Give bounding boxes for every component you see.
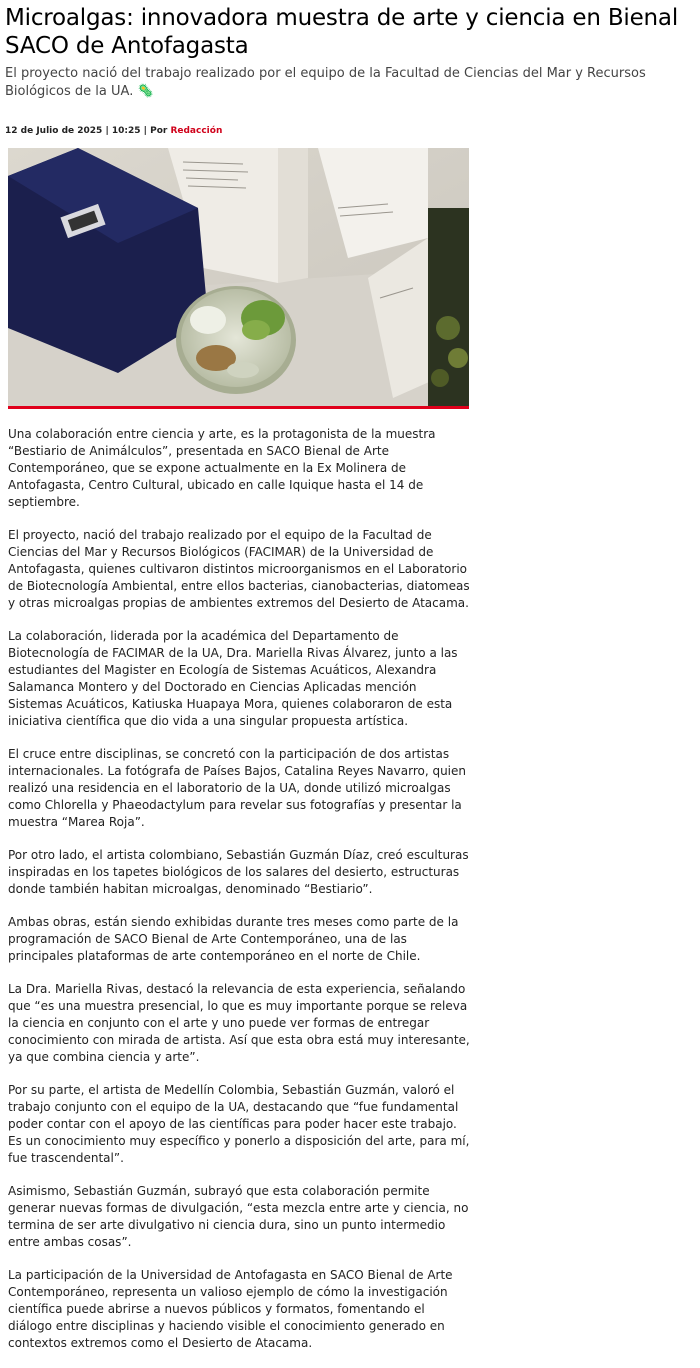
- article-paragraph: Asimismo, Sebastián Guzmán, subrayó que esta colaboración permite generar nuevas formas de divulgación, “esta mezcla entre arte y ciencia, no termina de ser arte divulgativo ni ciencia dura, sino un punto intermedio entre ambas cosas”.: [8, 1184, 469, 1249]
- article-paragraph: La participación de la Universidad de Antofagasta en SACO Bienal de Arte Contemporáneo, representa un valioso ejemplo de cómo la investigación científica puede abrirse a nuevos públicos y formatos, fomentando el diálogo entre disciplinas y haciendo visible el conocimiento generado en contextos extremos como el Desierto de Atacama.: [8, 1268, 453, 1350]
- meta-separator: |: [105, 126, 112, 136]
- article-paragraph: Por otro lado, el artista colombiano, Sebastián Guzmán Díaz, creó esculturas inspiradas en los tapetes biológicos de los salares del desierto, estructuras donde también habitan microalgas, denominado “Bestiario”.: [8, 848, 469, 896]
- article-time: 10:25: [111, 126, 141, 136]
- article-paragraph: El cruce entre disciplinas, se concretó con la participación de dos artistas internacionales. La fotógrafa de Países Bajos, Catalina Reyes Navarro, quien realizó una residencia en el laboratorio de la UA, donde utilizó microalgas como Chlorella y Phaeodactylum para revelar sus fotografías y presentar la muestra “Marea Roja”.: [8, 747, 467, 829]
- author-link[interactable]: Redacción: [170, 126, 223, 136]
- article-paragraph: Una colaboración entre ciencia y arte, es la protagonista de la muestra “Bestiario de Animálculos”, presentada en SACO Bienal de Arte Contemporáneo, que se expone actualmente en la Ex Molinera de Antofagasta, Centro Cultural, ubicado en calle Iquique hasta el 14 de septiembre.: [8, 427, 436, 509]
- article-photo: [8, 148, 469, 409]
- article-paragraph: Por su parte, el artista de Medellín Colombia, Sebastián Guzmán, valoró el trabajo conjunto con el equipo de la UA, destacando que “fue fundamental poder contar con el apoyo de las científicas para poder hacer este trabajo. Es un conocimiento muy específico y ponerlo a disposición del arte, para mí, fue trascendental”.: [8, 1083, 470, 1165]
- exhibition-photo-illustration: [8, 148, 469, 406]
- article-paragraph: La colaboración, liderada por la académica del Departamento de Biotecnología de FACIMAR de la UA, Dra. Mariella Rivas Álvarez, junto a las estudiantes del Magister en Ecología de Sistemas Acuáticos, Alexandra Salamanca Montero y del Doctorado en Ciencias Aplicadas mención Sistemas Acuáticos, Katiuska Huapaya Mora, quienes colaboraron de esta iniciativa científica que dio vida a una singular propuesta artística.: [8, 629, 458, 728]
- article-date: 12 de Julio de 2025: [5, 126, 103, 136]
- article-body: [8, 426, 470, 1368]
- article-meta: [5, 125, 222, 137]
- article-paragraph: Ambas obras, están siendo exhibidas durante tres meses como parte de la programación de SACO Bienal de Arte Contemporáneo, una de las principales plataformas de arte contemporáneo en el norte de Chile.: [8, 915, 459, 963]
- article-title: Microalgas: innovadora muestra de arte y ciencia en Bienal SACO de Antofagasta: [5, 5, 679, 59]
- article-paragraph: La Dra. Mariella Rivas, destacó la relevancia de esta experiencia, señalando que “es una muestra presencial, lo que es muy importante porque se releva la ciencia en conjunto con el arte y uno puede ver formas de entregar conocimiento con mirada de artista. Así que esta obra está muy interesante, ya que combina ciencia y arte”.: [8, 982, 470, 1064]
- by-label: Por: [150, 126, 168, 136]
- article-paragraph: El proyecto, nació del trabajo realizado por el equipo de la Facultad de Ciencias del Mar y Recursos Biológicos (FACIMAR) de la Universidad de Antofagasta, quienes cultivaron distintos microorganismos en el Laboratorio de Biotecnología Ambiental, entre ellos bacterias, cianobacterias, diatomeas y otras microalgas propias de ambientes extremos del Desierto de Atacama.: [8, 528, 470, 610]
- article-subtitle: El proyecto nació del trabajo realizado por el equipo de la Facultad de Ciencias del Mar y Recursos Biológicos de la UA. 🦠: [5, 66, 646, 99]
- meta-separator: |: [143, 126, 151, 136]
